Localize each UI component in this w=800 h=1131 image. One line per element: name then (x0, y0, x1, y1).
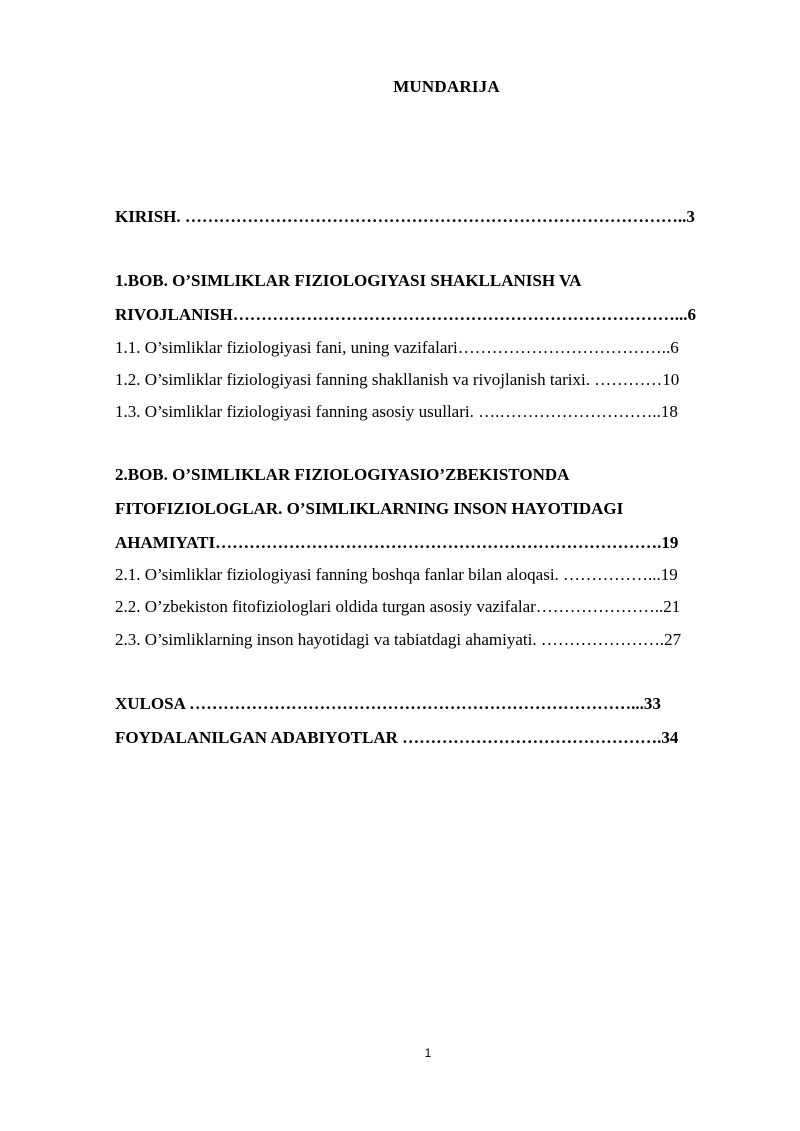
toc-entry-2-1: 2.1. O’simliklar fiziologiyasi fanning boshqa fanlar bilan aloqasi. ……………...19 (115, 565, 678, 584)
page-title: MUNDARIJA (393, 77, 500, 96)
toc-entry-1-3: 1.3. O’simliklar fiziologiyasi fanning asosiy usullari. ….………………………..18 (115, 402, 678, 421)
toc-heading-bob2-line1: 2.BOB. O’SIMLIKLAR FIZIOLOGIYASIO’ZBEKISTONDA (115, 465, 570, 484)
toc-heading-bob2-line3: AHAMIYATI…………………………………………………………………….19 (115, 533, 679, 552)
toc-entry-2-3: 2.3. O’simliklarning inson hayotidagi va tabiatdagi ahamiyati. ………………….27 (115, 630, 682, 649)
toc-heading-bob2-line2: FITOFIZIOLOGLAR. O’SIMLIKLARNING INSON HAYOTIDAGI (115, 499, 624, 518)
toc-entry-2-2: 2.2. O’zbekiston fitofiziologlari oldida turgan asosiy vazifalar…………………..21 (115, 597, 681, 616)
toc-entry-1-2: 1.2. O’simliklar fiziologiyasi fanning shakllanish va rivojlanish tarixi. …………10 (115, 370, 680, 389)
toc-entry-1-1: 1.1. O’simliklar fiziologiyasi fani, uning vazifalari………………………………..6 (115, 338, 679, 357)
toc-heading-bob1-line1: 1.BOB. O’SIMLIKLAR FIZIOLOGIYASI SHAKLLANISH VA (115, 271, 582, 290)
toc-heading-bob1-line2: RIVOJLANISH……………………………………………………………………...6 (115, 305, 696, 324)
toc-entry-kirish: KIRISH. ……………………………………………………………………………..3 (115, 207, 695, 226)
page-number: 1 (424, 1046, 432, 1060)
toc-entry-xulosa: XULOSA ……………………………………………………………………...33 (115, 694, 661, 713)
toc-entry-adabiyotlar: FOYDALANILGAN ADABIYOTLAR ……………………………………….34 (115, 728, 679, 747)
